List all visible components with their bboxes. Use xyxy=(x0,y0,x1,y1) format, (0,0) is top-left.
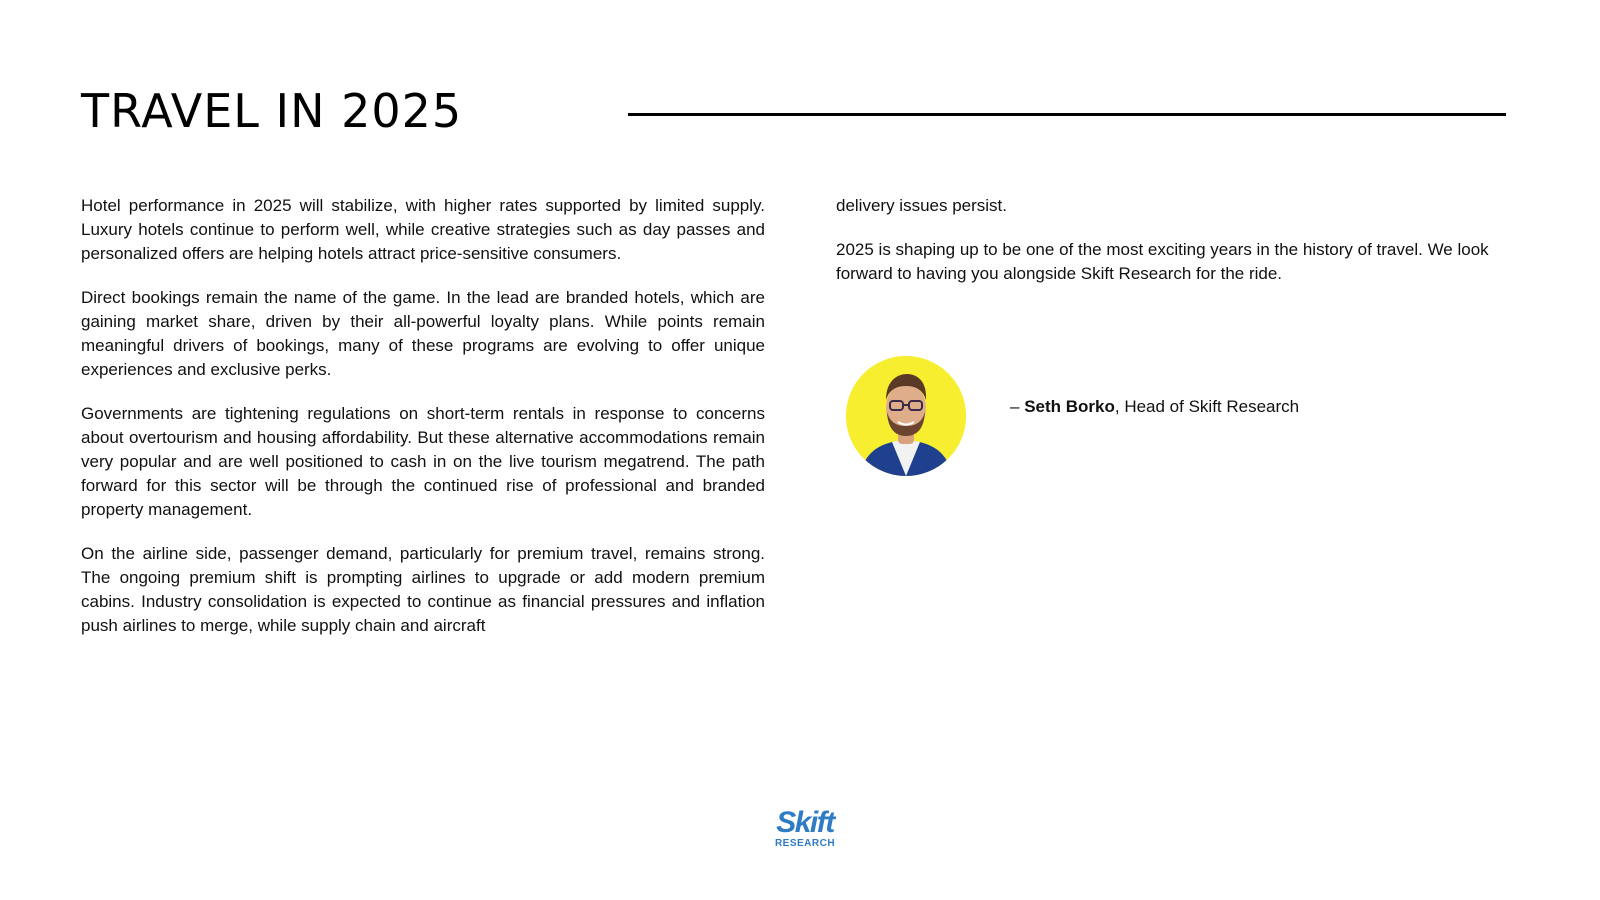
logo-subtitle: RESEARCH xyxy=(774,838,836,849)
title-divider xyxy=(628,113,1506,116)
author-avatar xyxy=(846,356,966,476)
paragraph-airlines-continued: delivery issues persist. xyxy=(836,196,1008,215)
paragraph-hotels: Hotel performance in 2025 will stabilize, with higher rates supported by limited supply. Luxury hotels continue to perform well, while creative strategies such as day passes and personalized offers are helping hotels attract price-sensitive consumers. xyxy=(81,196,765,263)
author-role: , Head of Skift Research xyxy=(1114,397,1300,416)
quote-attribution xyxy=(1010,395,1299,419)
page-title: TRAVEL IN 2025 xyxy=(81,84,463,138)
author-name: Seth Borko xyxy=(1024,397,1115,416)
skift-research-logo xyxy=(764,808,846,856)
right-column xyxy=(836,194,1526,306)
person-portrait-icon xyxy=(846,356,966,476)
paragraph-direct-bookings: Direct bookings remain the name of the game. In the lead are branded hotels, which are gaining market share, driven by their all-powerful loyalty plans. While points remain meaningful drivers of bookings, many of these programs are evolving to offer unique experiences and exclusive perks. xyxy=(81,288,765,379)
paragraph-airlines: On the airline side, passenger demand, particularly for premium travel, remains strong. The ongoing premium shift is prompting airlines to upgrade or add modern premium cabins. Industry consolidation is expected to continue as financial pressures and inflation push airlines to merge, while supply chain and aircraft xyxy=(81,544,765,635)
attribution-dash: – xyxy=(1010,397,1025,416)
paragraph-short-term-rentals: Governments are tightening regulations on short-term rentals in response to concerns about overtourism and housing affordability. But these alternative accommodations remain very popular and are well positioned to cash in on the live tourism megatrend. The path forward for this sector will be through the continued rise of professional and branded property management. xyxy=(81,404,765,519)
left-column xyxy=(81,194,765,658)
logo-wordmark: Skift xyxy=(776,806,834,839)
paragraph-closing: 2025 is shaping up to be one of the most exciting years in the history of travel. We look forward to having you alongside Skift Research for the ride. xyxy=(836,240,1489,283)
